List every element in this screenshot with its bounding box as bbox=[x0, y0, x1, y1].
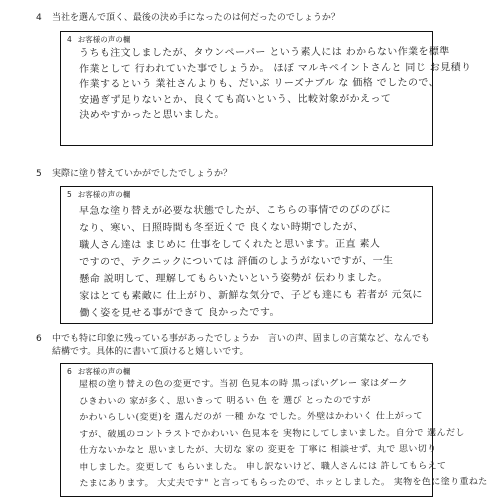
handwritten-line: 仕方ないかなと 思いましたが、大切な 家の 変更を 丁寧に 相談せず、丸で 思い切り bbox=[79, 444, 437, 456]
handwritten-line: うちも注文しましたが、タウンペーパー という素人には わからない作業を標準 bbox=[79, 46, 450, 59]
handwritten-line: ひきわいの 家が多く、思いきって 明るい 色 を 選び とったのですが bbox=[79, 395, 371, 407]
answer-box-number: 4 bbox=[67, 35, 72, 44]
answer-box-label bbox=[67, 34, 130, 45]
handwritten-line: 作業するという 業社さんよりも、だいぶ リーズナブル な 価格 でしたので、 bbox=[79, 77, 439, 91]
question-5 bbox=[36, 168, 433, 181]
handwritten-line: なり、寒い、日照時間も冬至近くで 良くない時期でしたが、 bbox=[79, 221, 364, 234]
handwritten-line: ですので、テクニックについては 評価のしようがないですが、一生 bbox=[79, 255, 394, 268]
handwritten-line: 安過ぎず足りないとか、良くても高いという、比較対象がかえって bbox=[79, 93, 392, 106]
handwritten-line: たまにあります。 大丈夫です" と言ってもらったので、ホッとしました。 実物を色に塗り重ねた bbox=[79, 477, 488, 489]
answer-box-label bbox=[67, 189, 130, 200]
handwritten-line: 早急な塗り替えが必要な状態でしたが、こちらの事情でのびのびに bbox=[79, 204, 392, 217]
handwritten-answer bbox=[79, 201, 429, 322]
handwritten-answer bbox=[79, 375, 488, 492]
question-number: 5 bbox=[36, 169, 42, 179]
answer-box-4 bbox=[60, 31, 472, 146]
answer-box-6 bbox=[60, 363, 488, 497]
handwritten-line: 申しました。変更して もらいました。 申し訳ないけど、職人さんには 許してもらえて bbox=[79, 460, 447, 473]
handwritten-line: 働く姿を見せる事ができて 良かったです。 bbox=[79, 307, 280, 319]
handwritten-line: 家はとても素敵に 仕上がり、新鮮な気分で、子ども達にも 若者が 元気に bbox=[79, 289, 423, 302]
answer-box-number: 5 bbox=[67, 190, 72, 199]
question-text: 実際に塗り替えていかがでしたでしょうか？ bbox=[52, 169, 233, 179]
question-number: 4 bbox=[36, 13, 42, 23]
question-text: 中でも特に印象に残っている事があったでしょうか 言いの声、固ましの言葉など、なんでも結構です。具体的に書いて頂けると嬉しいです。 bbox=[52, 334, 430, 357]
question-6 bbox=[36, 333, 433, 359]
answer-box-title: お客様の声の欄 bbox=[77, 190, 131, 199]
answer-box-label bbox=[67, 366, 130, 377]
handwritten-line: 職人さん達は まじめに 仕事をしてくれたと思います。正直 素人 bbox=[79, 238, 381, 251]
question-text: 当社を選んで頂く、最後の決め手になったのは何だったのでしょうか？ bbox=[52, 13, 340, 23]
answer-box-number: 6 bbox=[67, 367, 72, 376]
answer-box-5 bbox=[60, 186, 433, 324]
handwritten-line: かわいらしい(変更)を 選んだのが 一種 かな でした。外壁はかわいく 仕上がって bbox=[79, 411, 423, 423]
question-number: 6 bbox=[36, 334, 42, 344]
handwritten-line: 懸命 説明して、理解してもらいたいという姿勢が 伝わりました。 bbox=[79, 272, 388, 285]
handwritten-line: 作業として 行われていた事でしょうか。 ほぼ マルキペイントさんと 同じ お見積り bbox=[79, 61, 472, 75]
handwritten-line: 屋根の塗り替えの色の変更です。当初 色見本の時 黒っぽいグレー 家はダーク bbox=[79, 378, 408, 390]
answer-box-title: お客様の声の欄 bbox=[77, 35, 131, 44]
handwritten-answer bbox=[79, 44, 472, 123]
answer-box-title: お客様の声の欄 bbox=[77, 367, 131, 376]
question-4 bbox=[36, 12, 433, 25]
handwritten-line: 決めやすかったと思いました。 bbox=[79, 109, 225, 122]
handwritten-line: すが、破風のコントラストでかわいい 色見本を 実物にしてしまいました。自分で 選んだし bbox=[79, 427, 465, 440]
